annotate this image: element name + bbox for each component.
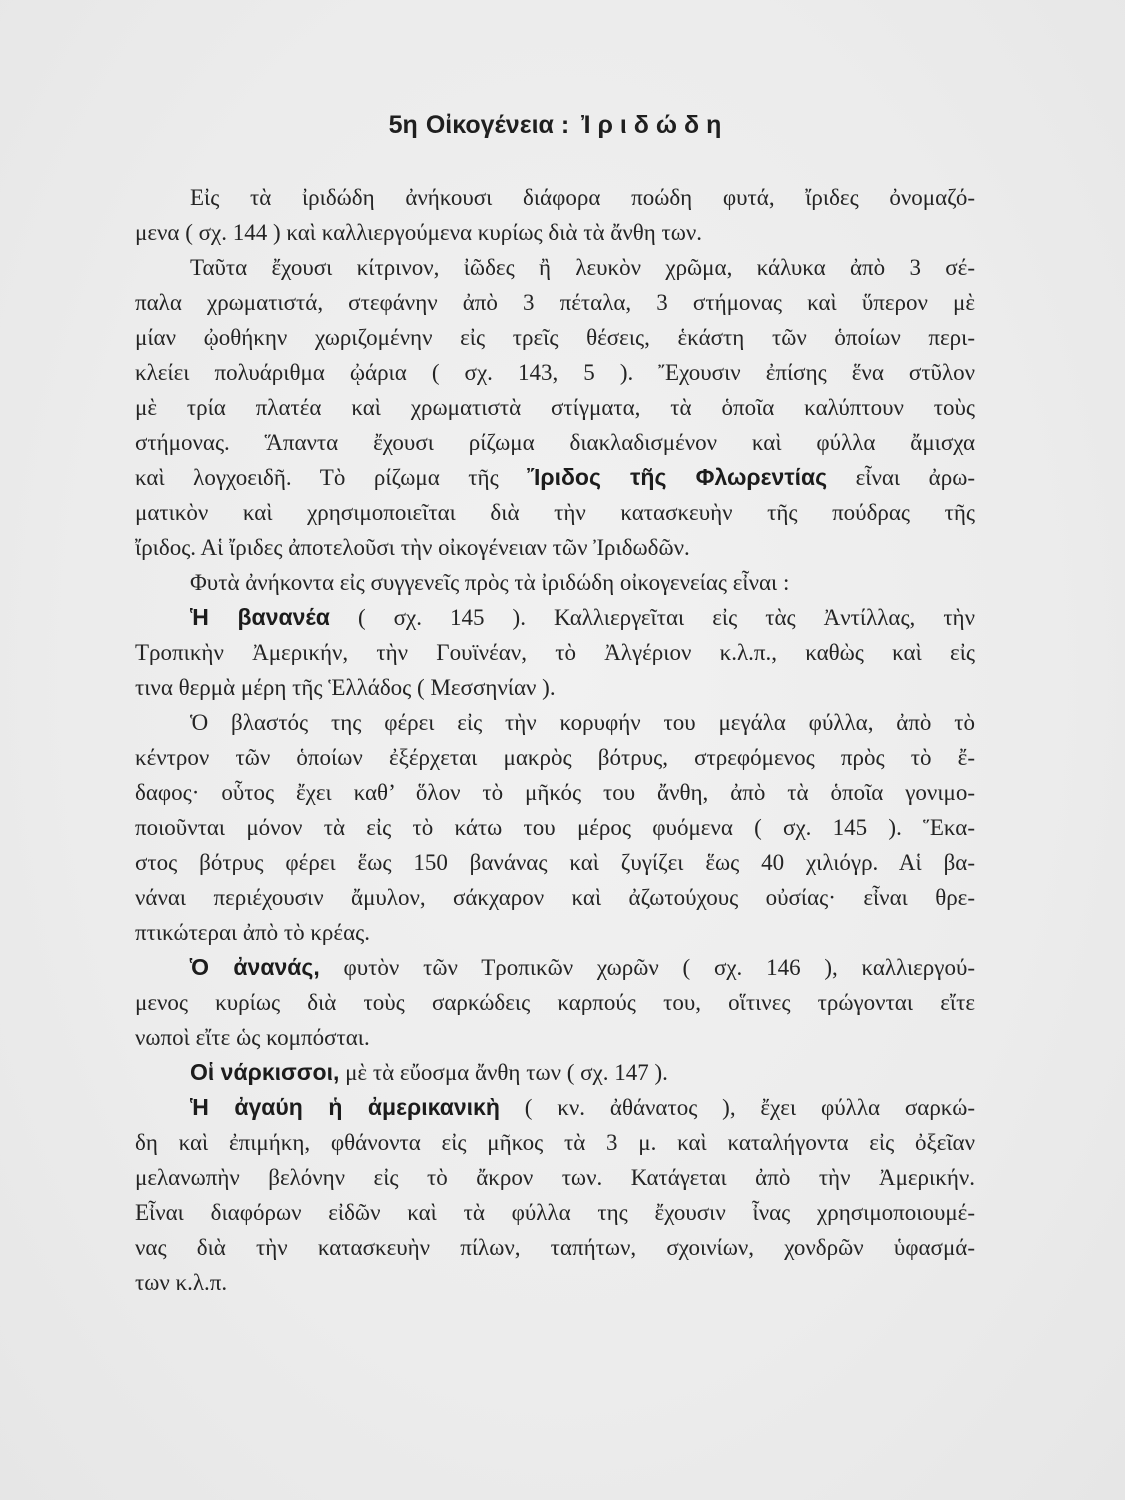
- paragraph: [135, 600, 975, 705]
- family-label: Οἰκογένεια :: [425, 111, 570, 139]
- text-line: [135, 635, 975, 670]
- paragraph: [135, 180, 975, 250]
- emphasized-term: Ἡ ἀγαύη ἡ ἀμερικανικὴ: [190, 1094, 500, 1120]
- text-line: [135, 1020, 975, 1055]
- text-line: [135, 1195, 975, 1230]
- text-line: [135, 180, 975, 215]
- text-run: νάναι περιέχουσιν ἄμυλον, σάκχαρον καὶ ἀζωτούχους οὐσίας· εἶναι θρε-: [135, 885, 975, 910]
- text-line: [135, 1090, 975, 1125]
- text-run: κέντρον τῶν ὁποίων ἐξέρχεται μακρὸς βότρυς, στρεφόμενος πρὸς τὸ ἔ-: [135, 745, 975, 770]
- text-line: [135, 775, 975, 810]
- paragraph: [135, 950, 975, 1055]
- text-run: μενα ( σχ. 144 ) καὶ καλλιεργούμενα κυρίως διὰ τὰ ἄνθη των.: [135, 220, 703, 245]
- text-run: νωποὶ εἴτε ὡς κομπόσται.: [135, 1025, 370, 1050]
- paragraph: [135, 565, 975, 600]
- text-run: παλα χρωματιστά, στεφάνην ἀπὸ 3 πέταλα, 3 στήμονας καὶ ὕπερον μὲ: [135, 290, 975, 315]
- text-run: Εἶναι διαφόρων εἰδῶν καὶ τὰ φύλλα της ἔχουσιν ἶνας χρησιμοποιουμέ-: [135, 1200, 975, 1225]
- text-line: [135, 985, 975, 1020]
- text-line: [135, 460, 975, 495]
- text-line: [135, 425, 975, 460]
- text-line: [135, 810, 975, 845]
- paragraph: [135, 1090, 975, 1300]
- text-run: ( σχ. 145 ). Καλλιεργεῖται εἰς τὰς Ἀντίλλας, τὴν: [329, 605, 975, 630]
- text-run: πτικώτεραι ἀπὸ τὸ κρέας.: [135, 920, 370, 945]
- text-run: Φυτὰ ἀνήκοντα εἰς συγγενεῖς πρὸς τὰ ἰριδώδη οἰκογενείας εἶναι :: [190, 570, 790, 595]
- text-line: [135, 215, 975, 250]
- text-line: [135, 845, 975, 880]
- text-run: μενος κυρίως διὰ τοὺς σαρκώδεις καρπούς του, οἵτινες τρώγονται εἴτε: [135, 990, 975, 1015]
- text-line: [135, 285, 975, 320]
- family-name: Ἰ ρ ι δ ώ δ η: [581, 111, 722, 139]
- text-line: [135, 915, 975, 950]
- text-line: [135, 740, 975, 775]
- text-run: μὲ τρία πλατέα καὶ χρωματιστὰ στίγματα, τὰ ὁποῖα καλύπτουν τοὺς: [135, 395, 975, 420]
- text-line: [135, 950, 975, 985]
- text-run: δαφος· οὗτος ἔχει καθ’ ὅλον τὸ μῆκός του ἄνθη, ἀπὸ τὰ ὁποῖα γονιμο-: [135, 780, 975, 805]
- section-heading: [135, 105, 975, 145]
- text-run: στος βότρυς φέρει ἕως 150 βανάνας καὶ ζυγίζει ἕως 40 χιλιόγρ. Αἱ βα-: [135, 850, 975, 875]
- text-line: [135, 1055, 975, 1090]
- text-run: Τροπικὴν Ἀμερικήν, τὴν Γουϊνέαν, τὸ Ἀλγέριον κ.λ.π., καθὼς καὶ εἰς: [135, 640, 975, 665]
- text-line: [135, 530, 975, 565]
- text-line: [135, 880, 975, 915]
- text-run: Εἰς τὰ ἰριδώδη ἀνήκουσι διάφορα ποώδη φυτά, ἴριδες ὀνομαζό-: [190, 185, 975, 210]
- text-run: μελανωπὴν βελόνην εἰς τὸ ἄκρον των. Κατάγεται ἀπὸ τὴν Ἀμερικήν.: [135, 1165, 975, 1190]
- text-run: εἶναι ἀρω-: [827, 465, 975, 490]
- text-line: [135, 355, 975, 390]
- emphasized-term: Ἴριδος τῆς Φλωρεντίας: [527, 464, 828, 490]
- emphasized-term: Οἱ νάρκισσοι,: [190, 1059, 340, 1085]
- text-run: μὲ τὰ εὔοσμα ἄνθη των ( σχ. 147 ).: [339, 1060, 668, 1085]
- text-run: φυτὸν τῶν Τροπικῶν χωρῶν ( σχ. 146 ), καλλιεργού-: [319, 955, 975, 980]
- text-run: μίαν ᾠοθήκην χωριζομένην εἰς τρεῖς θέσεις, ἑκάστη τῶν ὁποίων περι-: [135, 325, 975, 350]
- emphasized-term: Ὁ ἀνανάς,: [190, 954, 320, 980]
- paragraph: [135, 250, 975, 565]
- text-run: Ὁ βλαστός της φέρει εἰς τὴν κορυφήν του μεγάλα φύλλα, ἀπὸ τὸ: [190, 710, 975, 735]
- text-run: των κ.λ.π.: [135, 1270, 228, 1295]
- text-line: [135, 1160, 975, 1195]
- text-line: [135, 670, 975, 705]
- text-line: [135, 1125, 975, 1160]
- text-line: [135, 250, 975, 285]
- text-line: [135, 705, 975, 740]
- paragraph: [135, 705, 975, 950]
- text-line: [135, 565, 975, 600]
- text-run: τινα θερμὰ μέρη τῆς Ἑλλάδος ( Μεσσηνίαν ).: [135, 675, 556, 700]
- text-run: στήμονας. Ἅπαντα ἔχουσι ρίζωμα διακλαδισμένον καὶ φύλλα ἄμισχα: [135, 430, 975, 455]
- text-line: [135, 495, 975, 530]
- family-number: 5η: [388, 111, 418, 139]
- text-line: [135, 1265, 975, 1300]
- text-run: Ταῦτα ἔχουσι κίτρινον, ἰῶδες ἢ λευκὸν χρῶμα, κάλυκα ἀπὸ 3 σέ-: [190, 255, 975, 280]
- paragraph: [135, 1055, 975, 1090]
- emphasized-term: Ἡ βανανέα: [190, 604, 330, 630]
- text-line: [135, 320, 975, 355]
- text-run: καὶ λογχοειδῆ. Τὸ ρίζωμα τῆς: [135, 465, 528, 490]
- text-run: ματικὸν καὶ χρησιμοποιεῖται διὰ τὴν κατασκευὴν τῆς πούδρας τῆς: [135, 500, 975, 525]
- text-run: ( κν. ἀθάνατος ), ἔχει φύλλα σαρκώ-: [499, 1095, 975, 1120]
- text-run: δη καὶ ἐπιμήκη, φθάνοντα εἰς μῆκος τὰ 3 μ. καὶ καταλήγοντα εἰς ὀξεῖαν: [135, 1130, 975, 1155]
- text-run: ποιοῦνται μόνον τὰ εἰς τὸ κάτω του μέρος φυόμενα ( σχ. 145 ). Ἕκα-: [135, 815, 975, 840]
- text-run: ἴριδος. Αἱ ἴριδες ἀποτελοῦσι τὴν οἰκογένειαν τῶν Ἰριδωδῶν.: [135, 535, 690, 560]
- text-run: κλείει πολυάριθμα ᾠάρια ( σχ. 143, 5 ). Ἔχουσιν ἐπίσης ἕνα στῦλον: [135, 360, 975, 385]
- body-text: [135, 180, 975, 1300]
- text-line: [135, 390, 975, 425]
- text-line: [135, 1230, 975, 1265]
- text-run: νας διὰ τὴν κατασκευὴν πίλων, ταπήτων, σχοινίων, χονδρῶν ὑφασμά-: [135, 1235, 975, 1260]
- text-line: [135, 600, 975, 635]
